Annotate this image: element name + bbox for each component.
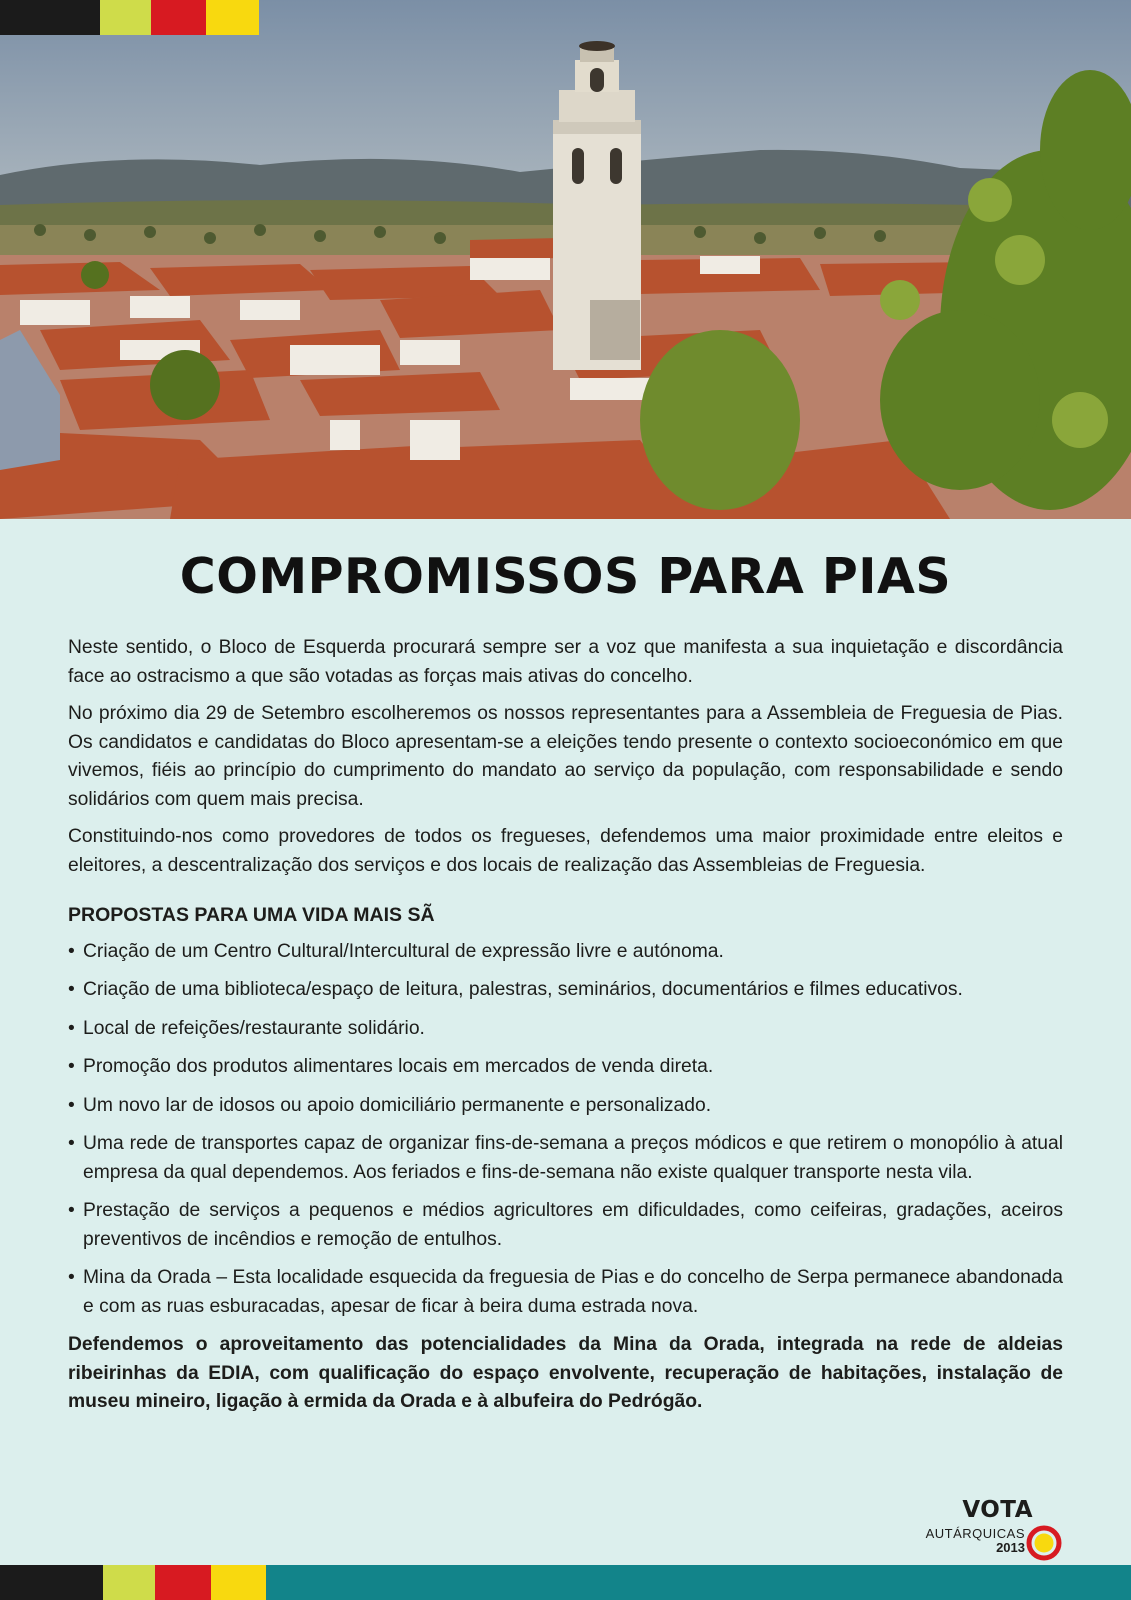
paragraph-2: No próximo dia 29 de Setembro escolheremos os nossos representantes para a Assembleia de Freguesia de Pias. Os candidatos e candidatas do Bloco apresentam-se a eleições tendo presente o contexto socioeconómico em que vivemos, fiéis ao princípio do cumprimento do mandato ao serviço da população, com responsabilidade e sendo solidários com quem mais precisa. xyxy=(68,703,1063,810)
list-item: • Criação de uma biblioteca/espaço de leitura, palestras, seminários, documentários e filmes educativos. xyxy=(68,976,1063,1005)
strip-red xyxy=(151,0,206,35)
ring-logo-icon xyxy=(1026,1525,1062,1561)
strip-yellow xyxy=(211,1565,266,1600)
strip-lime xyxy=(103,1565,155,1600)
vota-label: VOTA xyxy=(962,1497,1033,1523)
town-photo xyxy=(0,0,1131,519)
strip-teal xyxy=(266,1565,1131,1600)
top-color-strip xyxy=(0,0,259,35)
closing-statement: Defendemos o aproveitamento das potencialidades da Mina da Orada, integrada na rede de aldeias ribeirinhas da EDIA, com qualificação do espaço envolvente, recuperação de habitações, instalação de museu mineiro, ligação à ermida da Orada e à albufeira do Pedrógão. xyxy=(68,1334,1063,1412)
autarquicas-label: AUTÁRQUICAS xyxy=(925,1526,1025,1541)
strip-lime xyxy=(100,0,151,35)
strip-yellow xyxy=(206,0,259,35)
list-item: • Prestação de serviços a pequenos e médios agricultores em dificuldades, como ceifeiras, gradações, aceiros preventivos de incêndios e remoção de entulhos. xyxy=(68,1197,1063,1254)
list-item: • Uma rede de transportes capaz de organizar fins-de-semana a preços módicos e que retirem o monopólio à atual empresa da qual dependemos. Aos feriados e fins-de-semana não existe qualquer transporte nesta vila. xyxy=(68,1130,1063,1187)
vote-autarquicas-logo xyxy=(912,1497,1062,1562)
list-item: • Mina da Orada – Esta localidade esquecida da freguesia de Pias e do concelho de Serpa permanece abandonada e com as ruas esburacadas, apesar de ficar à beira duma estrada nova. xyxy=(68,1264,1063,1321)
list-item: • Local de refeições/restaurante solidário. xyxy=(68,1015,1063,1044)
body-content xyxy=(68,634,1063,1426)
list-item: • Promoção dos produtos alimentares locais em mercados de venda direta. xyxy=(68,1053,1063,1082)
section-heading: PROPOSTAS PARA UMA VIDA MAIS SÃ xyxy=(68,904,435,926)
strip-black xyxy=(0,1565,103,1600)
list-item: • Um novo lar de idosos ou apoio domiciliário permanente e personalizado. xyxy=(68,1092,1063,1121)
strip-black xyxy=(0,0,100,35)
strip-red xyxy=(155,1565,211,1600)
paragraph-1: Neste sentido, o Bloco de Esquerda procurará sempre ser a voz que manifesta a sua inquietação e discordância face ao ostracismo a que são votadas as forças mais ativas do concelho. xyxy=(68,637,1063,687)
page-title: COMPROMISSOS PARA PIAS xyxy=(179,548,952,605)
proposals-list xyxy=(68,938,1063,1322)
town-bell-tower-photo xyxy=(0,0,1131,519)
bell-tower xyxy=(553,41,641,370)
paragraph-3: Constituindo-nos como provedores de todos os fregueses, defendemos uma maior proximidade entre eleitos e eleitores, a descentralização dos serviços e dos locais de realização das Assembleias de Freguesia. xyxy=(68,826,1063,876)
year-label: 2013 xyxy=(996,1540,1025,1555)
bottom-color-strip xyxy=(0,1565,1131,1600)
list-item: • Criação de um Centro Cultural/Intercultural de expressão livre e autónoma. xyxy=(68,938,1063,967)
